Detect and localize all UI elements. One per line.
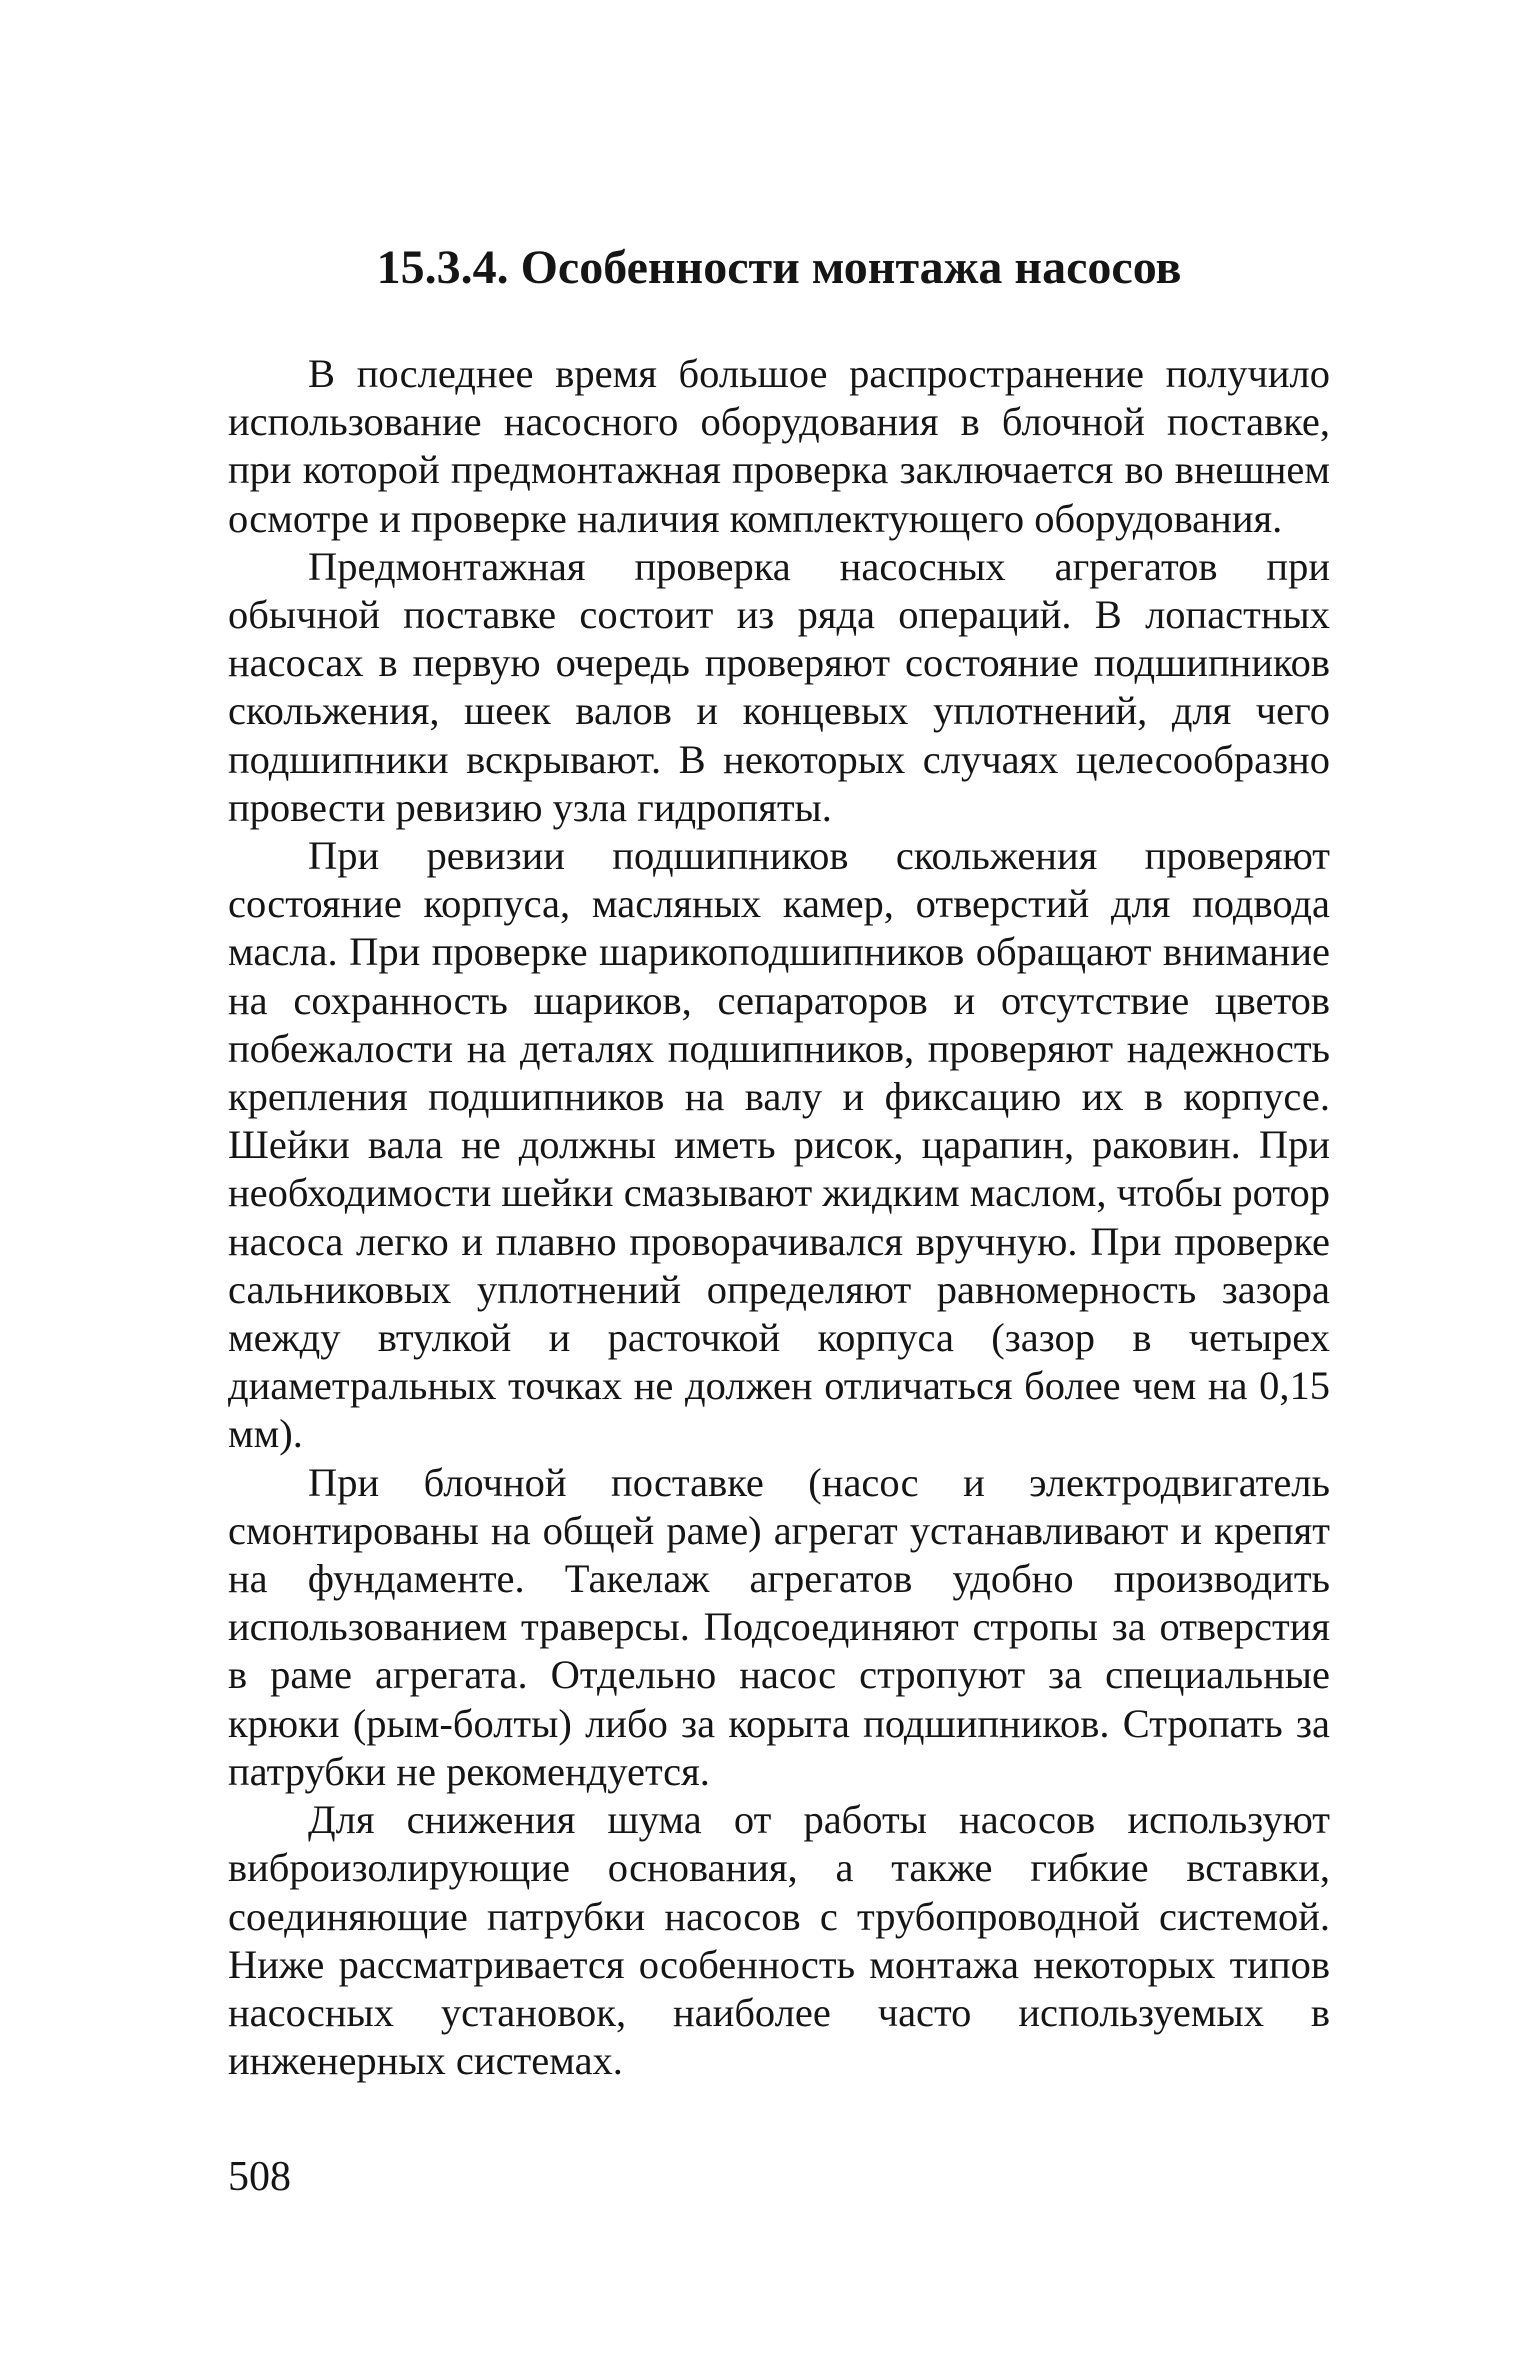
paragraph-2: Предмонтажная проверка насосных агрегатов при обычной поставке состоит из ряда операций. В лопастных насосах в первую очередь проверяют состояние подшипников скольжения, шеек валов и концевых уплотнений, для чего подшипники вскрывают. В некоторых случаях целесообразно провести ревизию узла гидропяты.	[228, 543, 1330, 830]
paragraph-3: При ревизии подшипников скольжения проверяют состояние корпуса, масляных камер, отверстий для подвода масла. При проверке шарикоподшипников обращают внимание на сохранность шариков, сепараторов и отсутствие цветов побежалости на деталях подшипников, проверяют надежность крепления подшипников на валу и фиксацию их в корпусе. Шейки вала не должны иметь рисок, царапин, раковин. При необходимости шейки смазывают жидким маслом, чтобы ротор насоса легко и плавно проворачивался вручную. При проверке сальниковых уплотнений определяют равномерность зазора между втулкой и расточкой корпуса (зазор в четырех диаметральных точках не должен отличаться более чем на 0,15 мм).	[228, 833, 1330, 1457]
page-number: 508	[228, 2154, 291, 2200]
paragraph-5: Для снижения шума от работы насосов используют виброизолирующие основания, а также гибкие вставки, соединяющие патрубки насосов с трубопроводной системой. Ниже рассматривается особенность монтажа некоторых типов насосных установок, наиболее часто используемых в инженерных системах.	[228, 1797, 1330, 2084]
body-text	[228, 350, 1330, 2085]
section-heading: 15.3.4. Особенности монтажа насосов	[376, 241, 1182, 294]
paragraph-1: В последнее время большое распространение получило использование насосного оборудования в блочной поставке, при которой предмонтажная проверка заключается во внешнем осмотре и проверке наличия комплектующего оборудования.	[228, 351, 1330, 541]
paragraph-4: При блочной поставке (насос и электродвигатель смонтированы на общей раме) агрегат устанавливают и крепят на фундаменте. Такелаж агрегатов удобно производить использованием траверсы. Подсоединяют стропы за отверстия в раме агрегата. Отдельно насос стропуют за специальные крюки (рым-болты) либо за корыта подшипников. Стропать за патрубки не рекомендуется.	[228, 1459, 1330, 1794]
